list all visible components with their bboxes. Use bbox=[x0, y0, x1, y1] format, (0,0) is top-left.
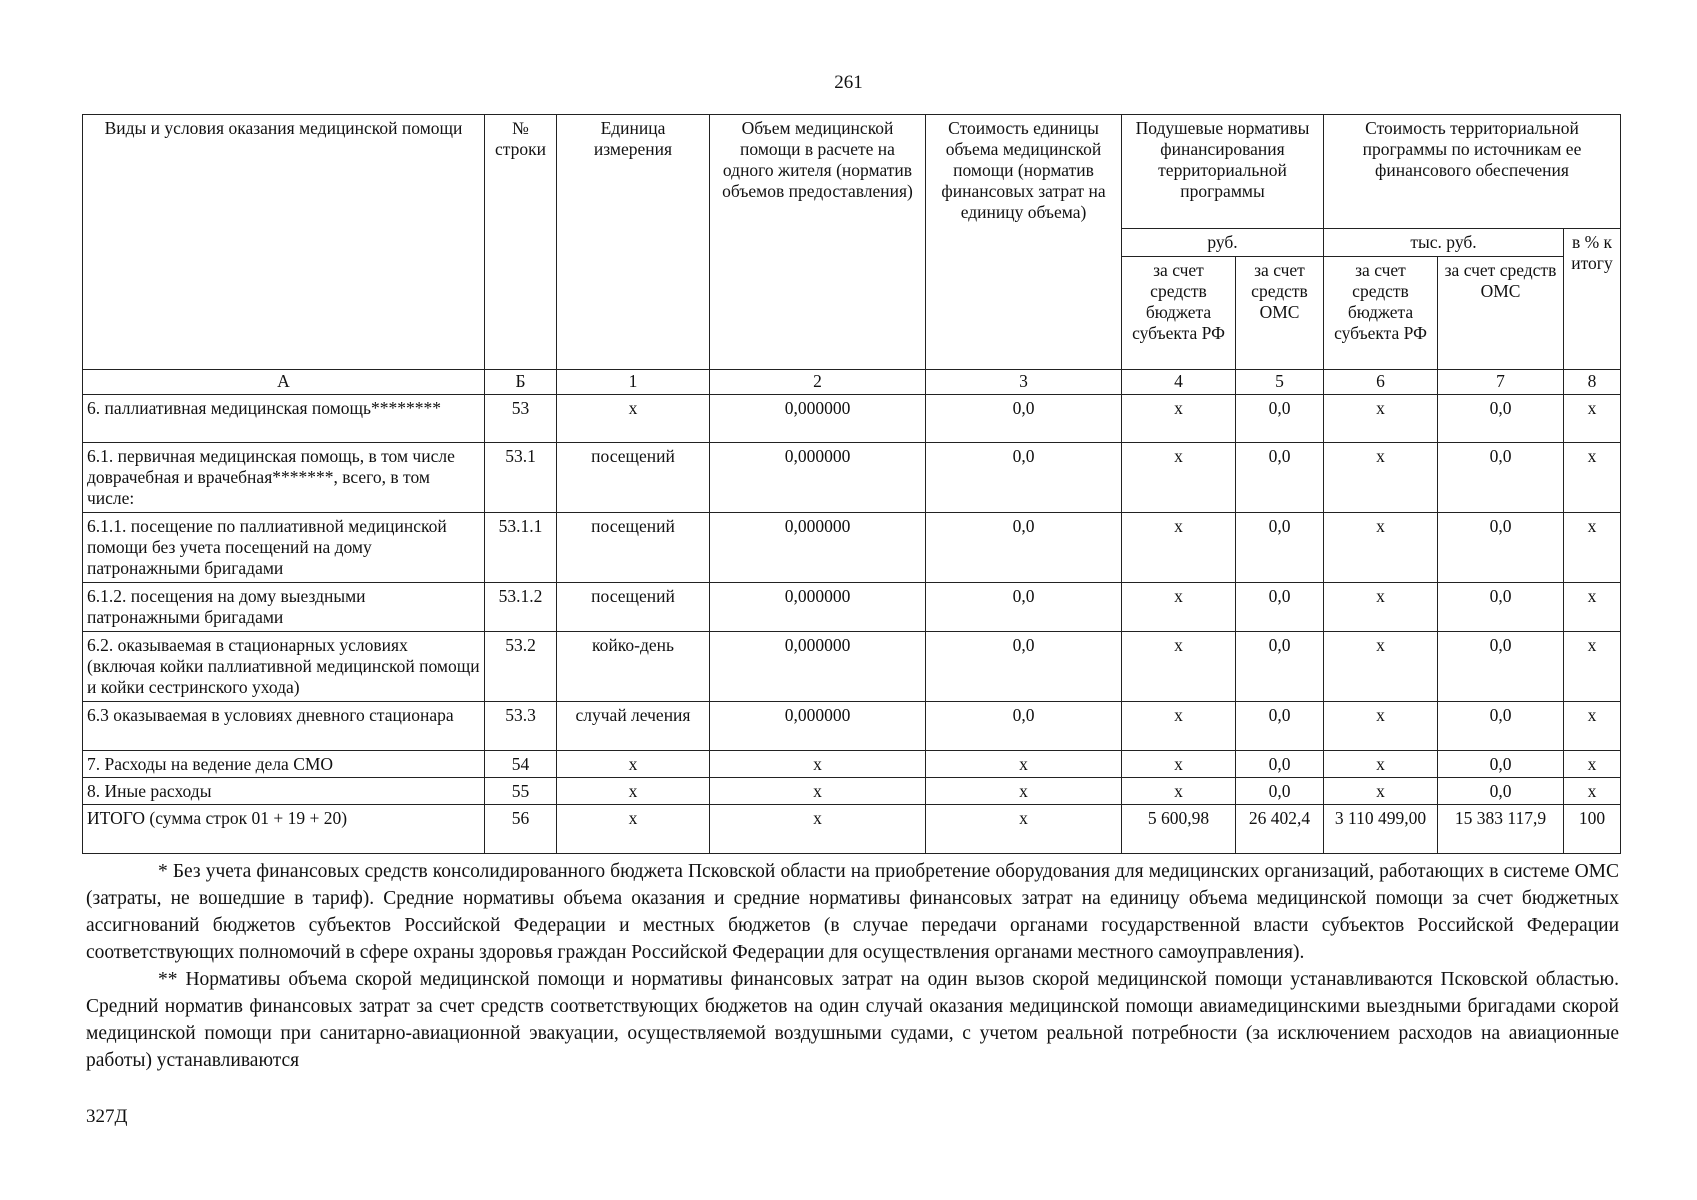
index-cell: 5 bbox=[1236, 370, 1324, 395]
row-number: 53 bbox=[485, 395, 557, 443]
row-number: 53.1 bbox=[485, 443, 557, 513]
row-cost-oms: 0,0 bbox=[1438, 751, 1564, 778]
row-label: 6.1.2. посещения на дому выездными патронажными бригадами bbox=[83, 583, 485, 632]
row-cost-budget: х bbox=[1324, 632, 1438, 702]
index-cell: 6 bbox=[1324, 370, 1438, 395]
row-cost-oms: 0,0 bbox=[1438, 513, 1564, 583]
row-percap-budget: х bbox=[1122, 443, 1236, 513]
row-unit-cost: х bbox=[926, 778, 1122, 805]
row-unit-cost: 0,0 bbox=[926, 513, 1122, 583]
row-percap-oms: 0,0 bbox=[1236, 778, 1324, 805]
table-row bbox=[83, 395, 1621, 443]
row-number: 54 bbox=[485, 751, 557, 778]
row-percap-budget: х bbox=[1122, 632, 1236, 702]
row-volume: 0,000000 bbox=[710, 702, 926, 751]
footnotes bbox=[86, 858, 1619, 1074]
table-row bbox=[83, 778, 1621, 805]
table-row bbox=[83, 632, 1621, 702]
row-percap-oms: 0,0 bbox=[1236, 583, 1324, 632]
row-percent: х bbox=[1564, 513, 1621, 583]
row-unit: посещений bbox=[557, 583, 710, 632]
row-percent: х bbox=[1564, 632, 1621, 702]
row-label: 8. Иные расходы bbox=[83, 778, 485, 805]
index-cell: 8 bbox=[1564, 370, 1621, 395]
row-percent: х bbox=[1564, 395, 1621, 443]
row-percent: 100 bbox=[1564, 805, 1621, 854]
index-cell: 3 bbox=[926, 370, 1122, 395]
row-cost-budget: х bbox=[1324, 513, 1438, 583]
row-unit-cost: 0,0 bbox=[926, 395, 1122, 443]
row-percap-oms: 0,0 bbox=[1236, 751, 1324, 778]
row-percap-oms: 0,0 bbox=[1236, 395, 1324, 443]
row-cost-oms: 0,0 bbox=[1438, 778, 1564, 805]
row-volume: 0,000000 bbox=[710, 583, 926, 632]
row-label: 6. паллиативная медицинская помощь******** bbox=[83, 395, 485, 443]
header-sub-budget-4: за счет средств бюджета субъекта РФ bbox=[1122, 257, 1236, 370]
row-percap-budget: х bbox=[1122, 583, 1236, 632]
row-volume: 0,000000 bbox=[710, 632, 926, 702]
row-cost-budget: х bbox=[1324, 702, 1438, 751]
row-percap-budget: х bbox=[1122, 778, 1236, 805]
row-unit-cost: х bbox=[926, 751, 1122, 778]
row-unit: х bbox=[557, 778, 710, 805]
header-col-3: Стоимость единицы объема медицинской помощи (норматив финансовых затрат на единицу объема) bbox=[926, 115, 1122, 370]
row-cost-oms: 0,0 bbox=[1438, 395, 1564, 443]
row-cost-budget: х bbox=[1324, 778, 1438, 805]
header-group-percapita: Подушевые нормативы финансирования территориальной программы bbox=[1122, 115, 1324, 229]
page-number: 261 bbox=[834, 72, 863, 93]
row-percent: х bbox=[1564, 702, 1621, 751]
index-cell: Б bbox=[485, 370, 557, 395]
row-cost-budget: х bbox=[1324, 583, 1438, 632]
index-cell: А bbox=[83, 370, 485, 395]
row-volume: х bbox=[710, 751, 926, 778]
row-number: 53.1.2 bbox=[485, 583, 557, 632]
row-unit: х bbox=[557, 751, 710, 778]
row-unit: койко-день bbox=[557, 632, 710, 702]
row-percap-oms: 0,0 bbox=[1236, 513, 1324, 583]
row-unit: случай лечения bbox=[557, 702, 710, 751]
row-volume: 0,000000 bbox=[710, 513, 926, 583]
row-percap-budget: 5 600,98 bbox=[1122, 805, 1236, 854]
row-percent: х bbox=[1564, 443, 1621, 513]
row-cost-oms: 0,0 bbox=[1438, 702, 1564, 751]
row-unit-cost: 0,0 bbox=[926, 583, 1122, 632]
row-percap-oms: 0,0 bbox=[1236, 702, 1324, 751]
row-cost-oms: 0,0 bbox=[1438, 443, 1564, 513]
header-row-1 bbox=[83, 115, 1621, 229]
index-cell: 1 bbox=[557, 370, 710, 395]
row-cost-budget: 3 110 499,00 bbox=[1324, 805, 1438, 854]
row-unit-cost: 0,0 bbox=[926, 632, 1122, 702]
row-cost-budget: х bbox=[1324, 395, 1438, 443]
row-volume: 0,000000 bbox=[710, 443, 926, 513]
header-col-2: Объем медицинской помощи в расчете на одного жителя (норматив объемов предоставления) bbox=[710, 115, 926, 370]
row-percent: х bbox=[1564, 751, 1621, 778]
row-cost-budget: х bbox=[1324, 443, 1438, 513]
row-number: 53.1.1 bbox=[485, 513, 557, 583]
row-unit: посещений bbox=[557, 513, 710, 583]
table-row bbox=[83, 443, 1621, 513]
row-percap-budget: х bbox=[1122, 395, 1236, 443]
row-percent: х bbox=[1564, 778, 1621, 805]
document-code: 327Д bbox=[86, 1106, 128, 1127]
row-number: 53.2 bbox=[485, 632, 557, 702]
header-sub-oms-7: за счет средств ОМС bbox=[1438, 257, 1564, 370]
index-cell: 4 bbox=[1122, 370, 1236, 395]
row-cost-budget: х bbox=[1324, 751, 1438, 778]
row-volume: х bbox=[710, 805, 926, 854]
table-row bbox=[83, 513, 1621, 583]
row-percap-oms: 26 402,4 bbox=[1236, 805, 1324, 854]
row-cost-oms: 0,0 bbox=[1438, 583, 1564, 632]
table-row bbox=[83, 702, 1621, 751]
index-cell: 2 bbox=[710, 370, 926, 395]
row-label: 6.2. оказываемая в стационарных условиях (включая койки паллиативной медицинской помощи и койки сестринского ухода) bbox=[83, 632, 485, 702]
row-number: 56 bbox=[485, 805, 557, 854]
table-row bbox=[83, 583, 1621, 632]
row-percap-oms: 0,0 bbox=[1236, 632, 1324, 702]
row-volume: х bbox=[710, 778, 926, 805]
header-col-1: Единица измерения bbox=[557, 115, 710, 370]
header-sub-oms-5: за счет средств ОМС bbox=[1236, 257, 1324, 370]
column-index-row bbox=[83, 370, 1621, 395]
header-percent: в % к итогу bbox=[1564, 229, 1621, 370]
header-group-cost: Стоимость территориальной программы по источникам ее финансового обеспечения bbox=[1324, 115, 1621, 229]
row-percap-budget: х bbox=[1122, 702, 1236, 751]
row-label: ИТОГО (сумма строк 01 + 19 + 20) bbox=[83, 805, 485, 854]
row-percap-oms: 0,0 bbox=[1236, 443, 1324, 513]
footnote-2: ** Нормативы объема скорой медицинской помощи и нормативы финансовых затрат на один вызов скорой медицинской помощи устанавливаются Псковской областью. Средний норматив финансовых затрат за счет средств соответствующих бюджетов на один случай оказания медицинской помощи авиамедицинскими выездными бригадами скорой медицинской помощи при санитарно-авиационной эвакуации, осуществляемой воздушными судами, с учетом реальной потребности (за исключением расходов на авиационные работы) устанавливаются bbox=[86, 969, 1619, 1071]
row-number: 55 bbox=[485, 778, 557, 805]
row-unit-cost: х bbox=[926, 805, 1122, 854]
header-unit-thousand-rub: тыс. руб. bbox=[1324, 229, 1564, 257]
row-cost-oms: 0,0 bbox=[1438, 632, 1564, 702]
header-sub-budget-6: за счет средств бюджета субъекта РФ bbox=[1324, 257, 1438, 370]
row-label: 6.3 оказываемая в условиях дневного стационара bbox=[83, 702, 485, 751]
row-percent: х bbox=[1564, 583, 1621, 632]
index-cell: 7 bbox=[1438, 370, 1564, 395]
financing-table bbox=[82, 114, 1621, 854]
row-number: 53.3 bbox=[485, 702, 557, 751]
header-unit-rub: руб. bbox=[1122, 229, 1324, 257]
row-label: 6.1. первичная медицинская помощь, в том числе доврачебная и врачебная*******, всего, в том числе: bbox=[83, 443, 485, 513]
table-row-total bbox=[83, 805, 1621, 854]
row-unit: посещений bbox=[557, 443, 710, 513]
row-unit: х bbox=[557, 805, 710, 854]
header-col-b: № строки bbox=[485, 115, 557, 370]
table-row bbox=[83, 751, 1621, 778]
footnote-1: * Без учета финансовых средств консолидированного бюджета Псковской области на приобретение оборудования для медицинских организаций, работающих в системе ОМС (затраты, не вошедшие в тариф). Средние нормативы объема оказания и средние нормативы финансовых затрат на единицу объема медицинской помощи за счет бюджетных ассигнований бюджетов субъектов Российской Федерации и местных бюджетов (в случае передачи органами государственной власти субъектов Российской Федерации соответствующих полномочий в сфере охраны здоровья граждан Российской Федерации для осуществления органами местного самоуправления). bbox=[86, 861, 1619, 963]
row-volume: 0,000000 bbox=[710, 395, 926, 443]
header-col-a: Виды и условия оказания медицинской помощи bbox=[83, 115, 485, 370]
row-label: 6.1.1. посещение по паллиативной медицинской помощи без учета посещений на дому патронажными бригадами bbox=[83, 513, 485, 583]
row-label: 7. Расходы на ведение дела СМО bbox=[83, 751, 485, 778]
row-cost-oms: 15 383 117,9 bbox=[1438, 805, 1564, 854]
row-unit-cost: 0,0 bbox=[926, 702, 1122, 751]
row-percap-budget: х bbox=[1122, 751, 1236, 778]
row-percap-budget: х bbox=[1122, 513, 1236, 583]
row-unit-cost: 0,0 bbox=[926, 443, 1122, 513]
row-unit: х bbox=[557, 395, 710, 443]
